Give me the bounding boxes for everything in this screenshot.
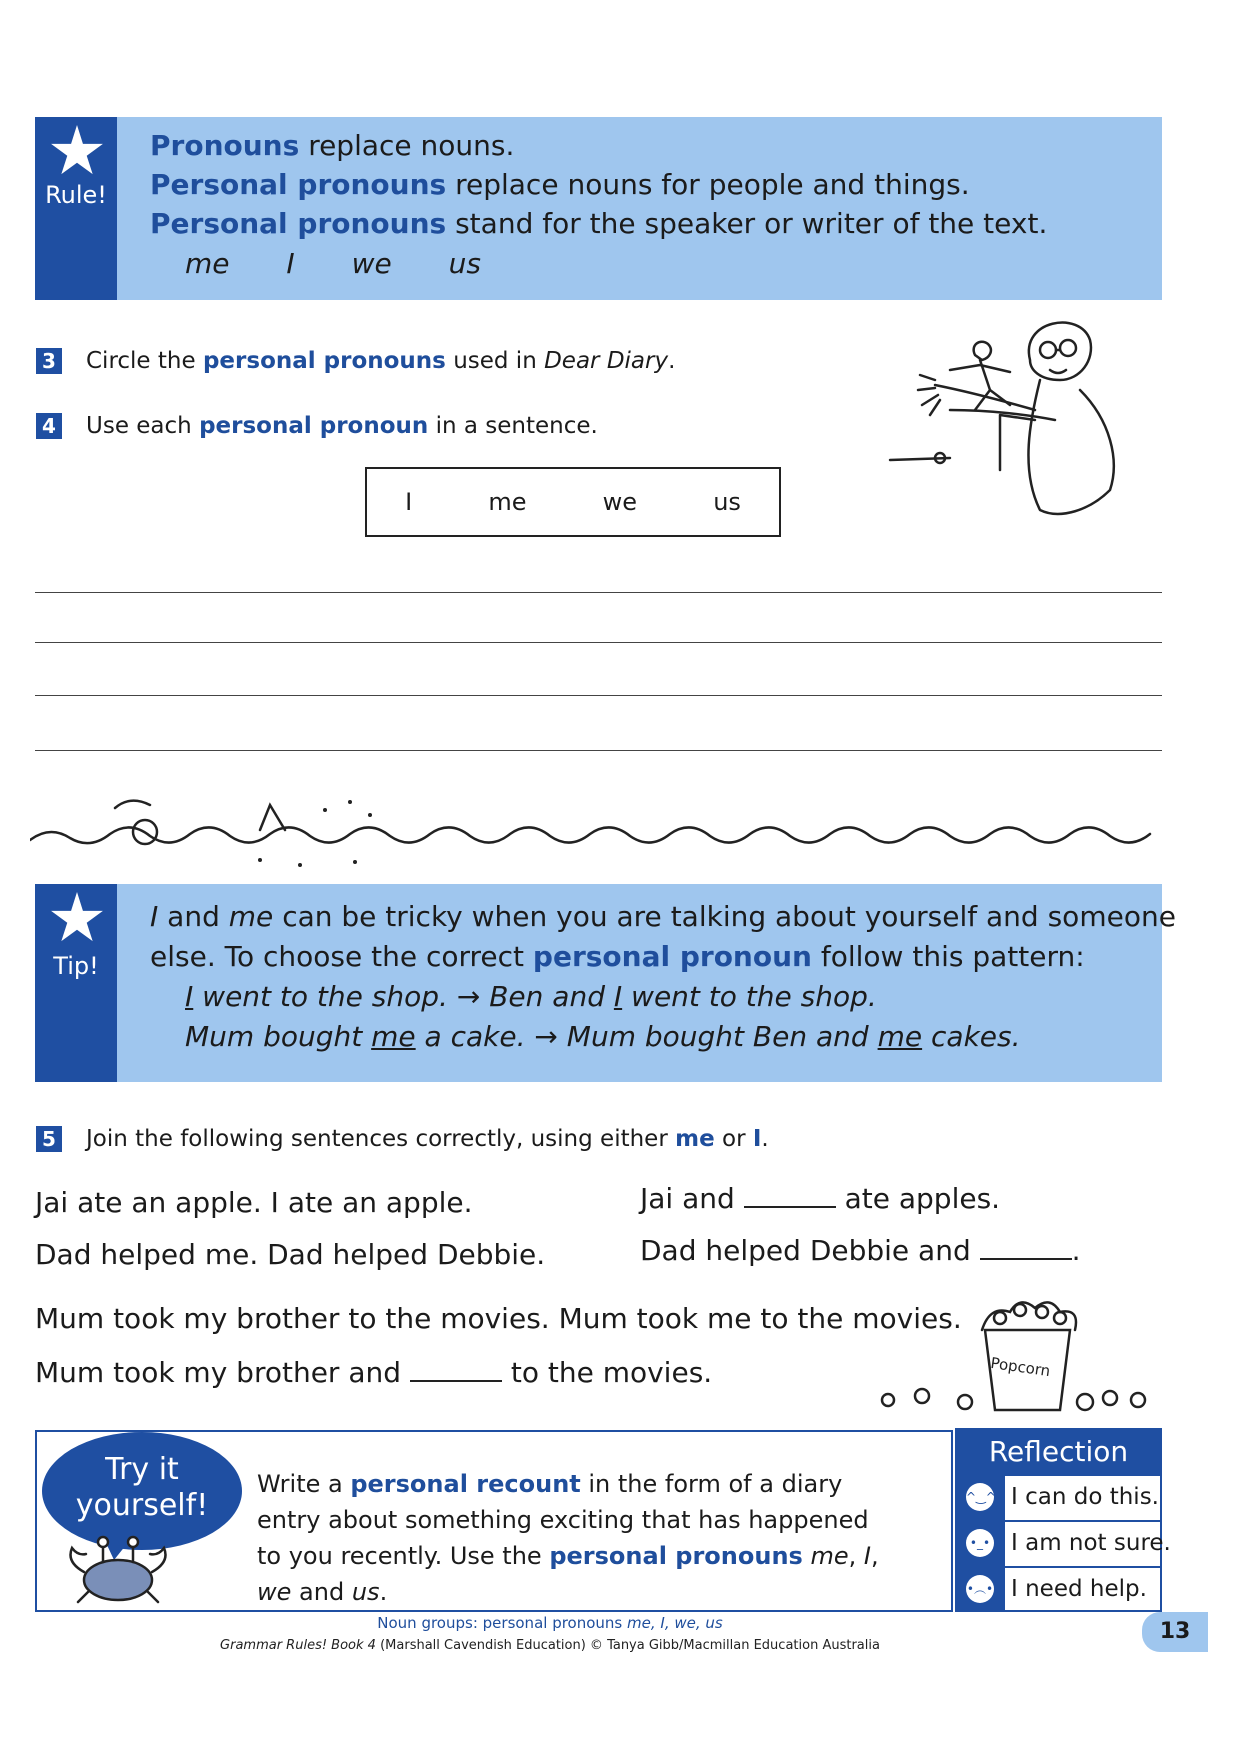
tip-label: Tip!	[53, 952, 99, 980]
writing-line[interactable]	[35, 750, 1162, 751]
question-5-text: Join the following sentences correctly, using either me or I.	[86, 1126, 769, 1152]
pronoun-word-box: I me we us	[365, 467, 781, 537]
swimmer-illustration	[880, 300, 1150, 540]
page-number: 13	[1142, 1612, 1208, 1652]
popcorn-label: Popcorn	[989, 1353, 1052, 1381]
answer-blank[interactable]	[980, 1236, 1072, 1260]
rule-line-1: Pronouns replace nouns.	[150, 129, 515, 162]
writing-line[interactable]	[35, 592, 1162, 593]
answer-blank[interactable]	[744, 1184, 836, 1208]
footer-topic: Noun groups: personal pronouns me, I, we, us	[377, 1614, 723, 1632]
sentence-1-source: Jai ate an apple. I ate an apple.	[35, 1186, 473, 1219]
sentence-2-answer: Dad helped Debbie and .	[640, 1234, 1081, 1267]
bubble-line-1: Try it	[105, 1452, 179, 1487]
star-icon	[50, 125, 104, 179]
rule-pronoun-list: me I we us	[185, 247, 481, 280]
tip-line-2: else. To choose the correct personal pronoun follow this pattern:	[150, 940, 1085, 973]
tip-line-1: I and me can be tricky when you are talking about yourself and someone	[150, 900, 1176, 933]
tip-tag	[35, 884, 117, 1082]
neutral-face-icon: •_•	[957, 1522, 1005, 1566]
question-number-5: 5	[36, 1126, 62, 1152]
bubble-line-2: yourself!	[75, 1488, 209, 1523]
crab-icon	[58, 1532, 178, 1604]
reflection-panel	[955, 1428, 1171, 1612]
wave-divider-illustration	[30, 790, 1165, 870]
reflection-option-not-sure[interactable]: •_• I am not sure.	[957, 1520, 1160, 1566]
happy-face-icon: ^‿^	[957, 1476, 1005, 1520]
rule-panel	[35, 117, 1162, 300]
tip-panel	[35, 884, 1176, 1082]
sentence-1-answer: Jai and ate apples.	[640, 1182, 1001, 1215]
reflection-option-can-do[interactable]: ^‿^ I can do this.	[957, 1474, 1160, 1520]
reflection-title: Reflection	[957, 1430, 1160, 1474]
sentence-3-answer: Mum took my brother and to the movies.	[35, 1356, 713, 1389]
question-4-text: Use each personal pronoun in a sentence.	[86, 413, 598, 439]
answer-blank[interactable]	[410, 1358, 502, 1382]
question-number-3: 3	[36, 348, 62, 374]
writing-line[interactable]	[35, 642, 1162, 643]
question-3-text: Circle the personal pronouns used in Dear Diary.	[86, 348, 676, 374]
tip-example-1: I went to the shop. → Ben and I went to the shop.	[185, 980, 877, 1013]
question-number-4: 4	[36, 413, 62, 439]
footer-credit: Grammar Rules! Book 4 (Marshall Cavendish Education) © Tanya Gibb/Macmillan Education Australia	[220, 1638, 880, 1653]
try-it-yourself-text: Write a personal recount in the form of a diary entry about something exciting that has happened to you recently. Use the personal pronouns me, I, we and us.	[257, 1470, 879, 1606]
rule-tag	[35, 117, 117, 300]
sentence-2-source: Dad helped me. Dad helped Debbie.	[35, 1238, 546, 1271]
reflection-option-need-help[interactable]: •︵• I need help.	[957, 1566, 1160, 1612]
worried-face-icon: •︵•	[957, 1568, 1005, 1612]
sentence-3-source: Mum took my brother to the movies. Mum took me to the movies.	[35, 1302, 962, 1335]
rule-line-3: Personal pronouns stand for the speaker or writer of the text.	[150, 207, 1048, 240]
popcorn-illustration	[870, 1290, 1160, 1425]
rule-label: Rule!	[45, 181, 107, 209]
rule-line-2: Personal pronouns replace nouns for people and things.	[150, 168, 970, 201]
tip-example-2: Mum bought me a cake. → Mum bought Ben and me cakes.	[185, 1020, 1021, 1053]
star-icon	[50, 892, 104, 946]
writing-line[interactable]	[35, 695, 1162, 696]
